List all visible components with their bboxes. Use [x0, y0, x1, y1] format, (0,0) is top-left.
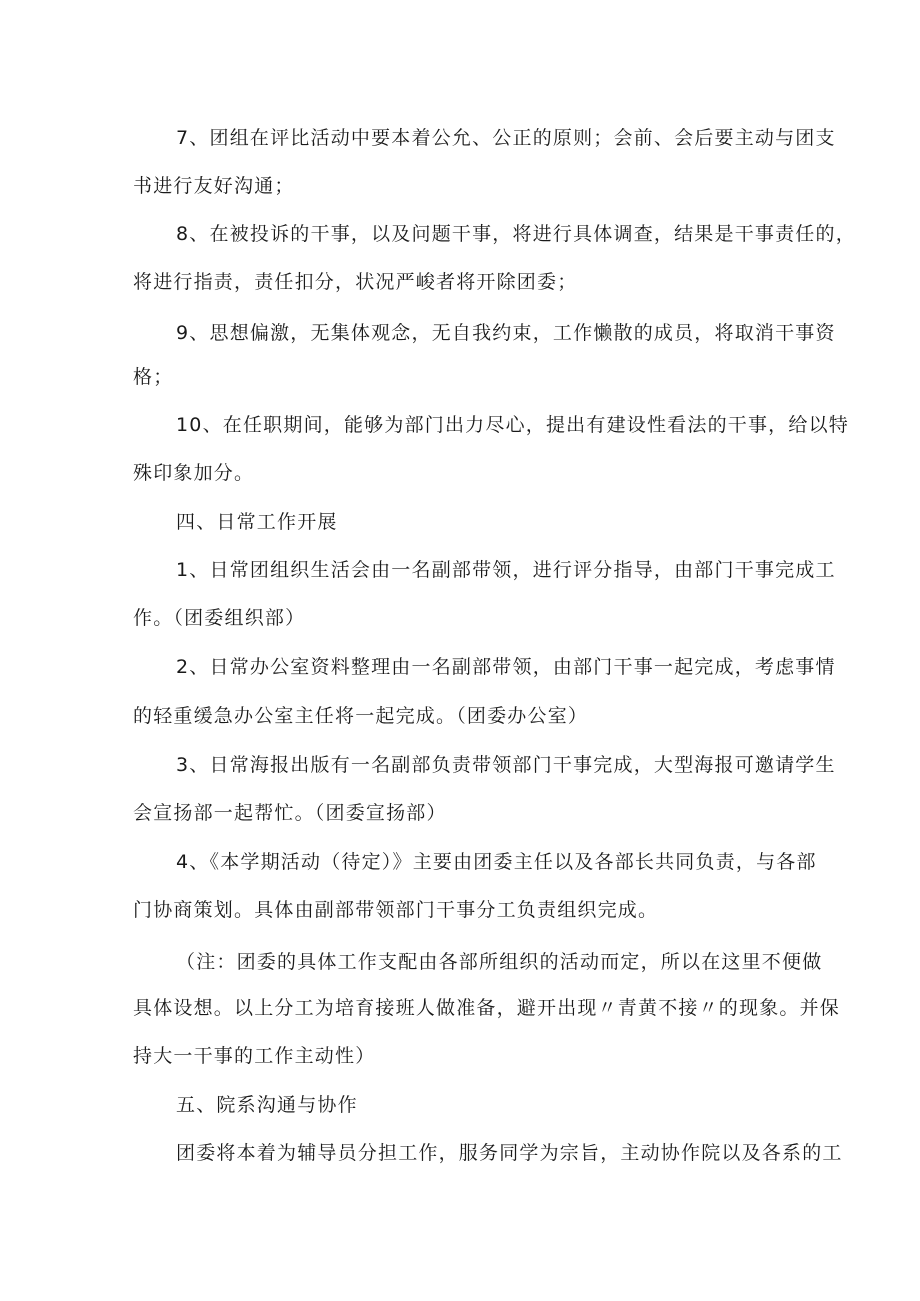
- note-line-2: 具体设想。以上分工为培育接班人做准备，避开出现〃青黄不接〃的现象。并保: [133, 997, 841, 1019]
- paragraph-7-line-2: 书进行友好沟通；: [133, 175, 295, 197]
- item-4-line-2: 门协商策划。具体由副部带领部门干事分工负责组织完成。: [133, 899, 659, 921]
- paragraph-10-line-1: 10、在任职期间，能够为部门出力尽心，提出有建设性看法的干事，给以特: [176, 414, 849, 436]
- final-paragraph-line-1: 团委将本着为辅导员分担工作，服务同学为宗旨，主动协作院以及各系的工: [176, 1142, 843, 1164]
- paragraph-8-line-2: 将进行指责，责任扣分，状况严峻者将开除团委；: [133, 271, 578, 293]
- item-2-line-1: 2、日常办公室资料整理由一名副部带领，由部门干事一起完成，考虑事情: [176, 656, 836, 678]
- section-heading-4: 四、日常工作开展: [176, 511, 338, 533]
- item-2-line-2: 的轻重缓急办公室主任将一起完成。（团委办公室）: [133, 705, 589, 727]
- item-3-line-2: 会宣扬部一起帮忙。（团委宣扬部）: [133, 802, 447, 824]
- note-line-3: 持大一干事的工作主动性）: [133, 1045, 376, 1067]
- item-4-line-1: 4、《本学期活动（待定）》主要由团委主任以及各部长共同负责，与各部: [176, 851, 817, 873]
- paragraph-7-line-1: 7、团组在评比活动中要本着公允、公正的原则；会前、会后要主动与团支: [176, 127, 836, 149]
- paragraph-10-line-2: 殊印象加分。: [133, 462, 255, 484]
- paragraph-9-line-1: 9、思想偏激，无集体观念，无自我约束，工作懒散的成员，将取消干事资: [176, 322, 836, 344]
- paragraph-9-line-2: 格；: [133, 366, 174, 388]
- section-heading-5: 五、院系沟通与协作: [176, 1094, 358, 1116]
- note-line-1: （注：团委的具体工作支配由各部所组织的活动而定，所以在这里不便做: [176, 951, 823, 973]
- item-1-line-1: 1、日常团组织生活会由一名副部带领，进行评分指导，由部门干事完成工: [176, 559, 836, 581]
- paragraph-8-line-1: 8、在被投诉的干事，以及问题干事，将进行具体调查，结果是干事责任的，: [176, 223, 856, 245]
- item-1-line-2: 作。（团委组织部）: [133, 607, 306, 629]
- item-3-line-1: 3、日常海报出版有一名副部负责带领部门干事完成，大型海报可邀请学生: [176, 754, 836, 776]
